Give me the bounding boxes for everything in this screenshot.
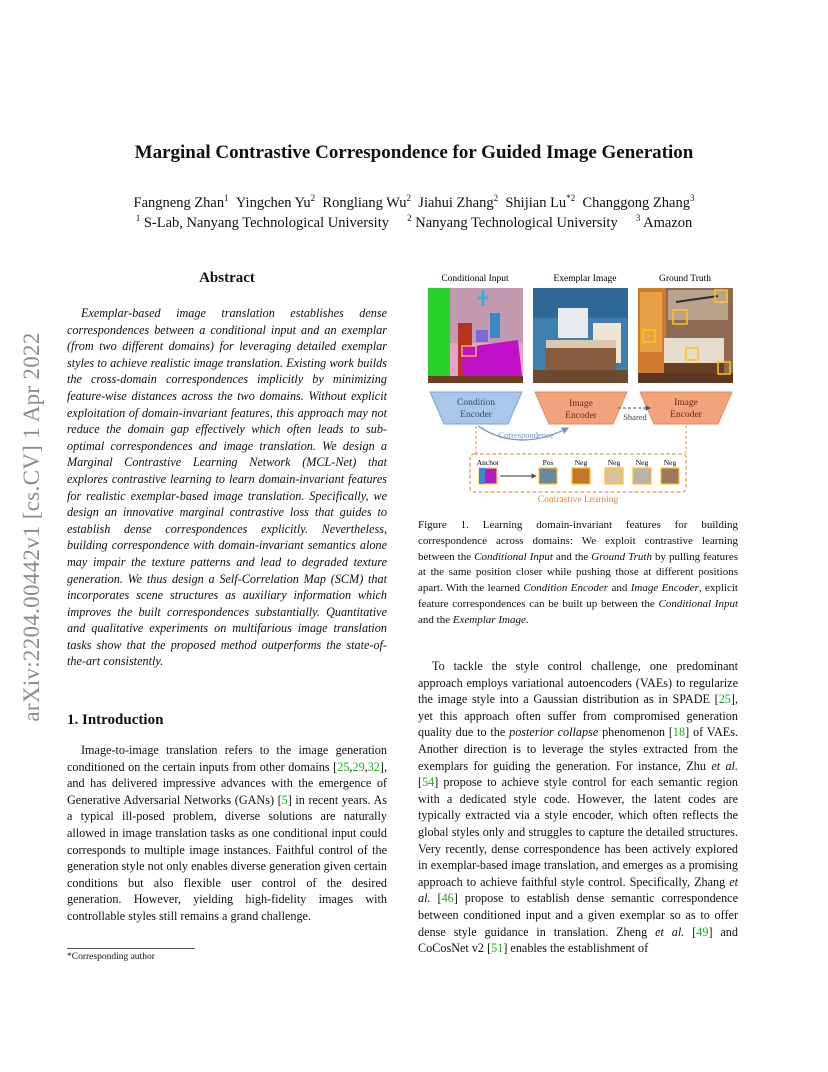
figure-1	[418, 268, 740, 510]
affiliation: $^2$ Nanyang Technological University	[407, 213, 618, 231]
neg-label-3: Neg	[635, 458, 649, 467]
footnote: *Corresponding author	[67, 952, 155, 962]
label-ground-truth: Ground Truth	[659, 274, 711, 284]
abstract-text: Exemplar-based image translation establishes dense correspondences between a conditional input and an exemplar (from two different domains) for leveraging detailed exemplar styles to achieve realistic image translation. Existing work builds the cross-domain correspondences implicitly by minimizing feature-wise distances across the two domains. Without explicit exploitation of domain-invariant features, this approach may not reduce the domain gap effectively which often leads to sub-optimal correspondences and image translation. We design a Marginal Contrastive Learning Network (MCL-Net) that explores contrastive learning to learn domain-invariant features for realistic exemplar-based image translation. Specifically, we design an innovative marginal contrastive loss that guides to establish dense correspondences explicitly. Nevertheless, building correspondence with domain-invariant semantics alone may impair the texture patterns and lead to degraded texture generation. We thus design a Self-Correlation Map (SCM) that incorporates scene structures as auxiliary information which improves the built correspondences substantially. Quantitative and qualitative experiments on multifarious image translation tasks show that the proposed method outperforms the state-of-the-art consistently.	[67, 306, 387, 669]
intro-paragraph-1: Image-to-image translation refers to the image generation conditioned on the certain inputs from other domains [25,29,32], and has delivered impressive advances with the emergence of Generative Adversarial Networks (GANs) [5] in recent years. As a typical ill-posed problem, diverse solutions are naturally allowed in image translation tasks as one conditional input could corresponds to multiple image instances. Faithful control of the generation style not only enables diverse generation given certain conditions but also flexible user control of the desired generation. However, yielding high-fidelity images with controllable styles still remains a grand challenge.	[67, 743, 387, 923]
author-name: Shijian Lu$^{*2}$	[505, 193, 576, 211]
pos-label: Pos	[542, 458, 554, 467]
conditional-input-image	[428, 288, 523, 383]
affiliation: $^3$ Amazon	[635, 213, 693, 231]
abstract-heading: Abstract	[199, 270, 255, 286]
neg-patch-2	[605, 468, 623, 484]
arxiv-stamp: arXiv:2204.00442v1 [cs.CV] 1 Apr 2022	[19, 332, 44, 722]
author-name: Changgong Zhang$^3$	[582, 193, 695, 211]
emphasis: Ground Truth	[591, 550, 652, 563]
citation-link[interactable]: 46	[441, 891, 454, 906]
emphasis: Exemplar Image	[452, 613, 526, 626]
author-name: Jiahui Zhang$^2$	[418, 193, 499, 211]
image-encoder-box-gt	[640, 392, 732, 424]
affiliation: $^1$ S-Lab, Nanyang Technological University	[135, 213, 389, 231]
figure-1-caption: Figure 1. Learning domain-invariant features for building correspondence across domains: We exploit contrastive learning between the Conditional Input and the Ground Truth by pulling features at the same position closer while pushing those at different positions apart. With the learned Condition Encoder and Image Encoder, explicit feature correspondences can be built up between the Conditional Input and the Exemplar Image.	[418, 519, 739, 626]
label-exemplar-image: Exemplar Image	[553, 274, 617, 284]
author-name: Rongliang Wu$^2$	[322, 193, 412, 211]
emphasis: Condition Encoder	[523, 582, 609, 595]
neg-label-2: Neg	[607, 458, 621, 467]
citation-link[interactable]: 29	[352, 759, 365, 774]
footnote-rule	[67, 948, 195, 949]
image-encoder-label-3: Image	[674, 398, 698, 408]
emphasis: et al.	[418, 874, 738, 906]
citation-link[interactable]: 32	[367, 759, 380, 774]
citation-link[interactable]: 49	[696, 924, 709, 939]
emphasis: et al.	[655, 924, 685, 939]
shared-label: Shared	[623, 412, 647, 422]
correspondence-label: Correspondence	[498, 430, 554, 440]
affiliation-list	[40, 214, 788, 232]
citation-link[interactable]: 54	[422, 775, 435, 790]
image-encoder-box-exemplar	[535, 392, 627, 424]
introduction-heading: 1. Introduction	[67, 712, 164, 728]
paper-title: Marginal Contrastive Correspondence for Guided Image Generation	[134, 142, 694, 163]
intro-paragraph-2: To tackle the style control challenge, one predominant approach employs variational autoencoders (VAEs) to regularize the image style into a Gaussian distribution as in SPADE [25], yet this approach often suffer from compromised generation quality due to the posterior collapse phenomenon [18] of VAEs. Another direction is to leverage the styles extracted from the exemplars for guiding the generation. For instance, Zhu et al. [54] propose to achieve style control for each semantic region with a dedicated style code. However, the latent codes are typically extracted via a style encoder, which often reflects the global styles only and struggles to capture the detailed structures. Very recently, dense correspondence has been actively explored in exemplar-based image translation, and emerges as a promising approach to achieve faithful style control. Specifically, Zhang et al. [46] propose to establish dense semantic correspondence between conditioned input and a given exemplar so as to offer dense style guidance in translation. Zheng et al. [49] and CoCosNet v2 [51] enables the establishment of	[418, 659, 738, 956]
label-conditional-input: Conditional Input	[441, 274, 509, 284]
condition-encoder-box	[430, 392, 522, 424]
citation-link[interactable]: 25	[718, 692, 731, 707]
neg-label-1: Neg	[574, 458, 588, 467]
author-name: Fangneng Zhan$^1$	[133, 193, 229, 211]
author-list	[40, 194, 788, 212]
citation-link[interactable]: 51	[491, 941, 504, 956]
emphasis: Image Encoder	[630, 582, 699, 595]
author-name: Yingchen Yu$^2$	[235, 193, 316, 211]
exemplar-image	[533, 288, 628, 383]
emphasis: et al.	[711, 758, 738, 773]
citation-link[interactable]: 5	[281, 792, 288, 807]
pos-patch	[539, 468, 557, 484]
condition-encoder-label-2: Encoder	[460, 410, 492, 420]
condition-encoder-label-1: Condition	[456, 398, 496, 408]
neg-patch-3	[633, 468, 651, 484]
emphasis: Conditional Input	[474, 550, 553, 563]
neg-patch-4	[661, 468, 679, 484]
image-encoder-label-2: Encoder	[565, 411, 597, 421]
anchor-label: Anchor	[476, 458, 500, 467]
image-encoder-label-4: Encoder	[670, 410, 702, 420]
image-encoder-label-1: Image	[569, 399, 593, 409]
citation-link[interactable]: 25	[337, 759, 350, 774]
citation-link[interactable]: 18	[672, 725, 686, 740]
neg-label-4: Neg	[663, 458, 677, 467]
emphasis: posterior collapse	[509, 725, 599, 740]
neg-patch-1	[572, 468, 590, 484]
emphasis: Conditional Input	[658, 597, 739, 610]
ground-truth-image	[638, 288, 733, 383]
contrastive-learning-label: Contrastive Learning	[537, 495, 619, 505]
